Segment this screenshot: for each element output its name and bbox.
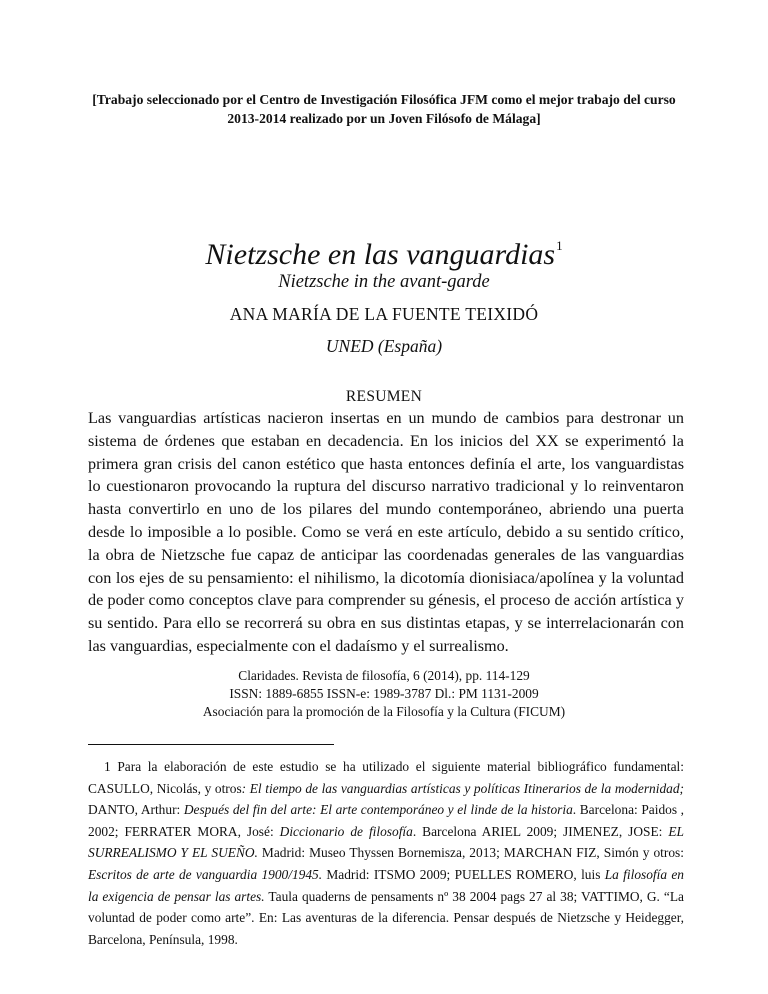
abstract-heading: RESUMEN <box>345 388 423 405</box>
footnote-segment-italic: : El tiempo de las vanguardias artísticas y políticas Itinerarios de la modernidad; <box>241 780 684 796</box>
footnote-number: 1 <box>104 759 111 774</box>
author-affiliation: UNED (España) <box>325 336 443 356</box>
footnote-segment: . Barcelona ARIEL 2009; JIMENEZ, JOSE: <box>412 823 669 839</box>
footnote-segment: Madrid: Museo Thyssen Bornemisza, 2013; MARCHAN FIZ, Simón y otros: <box>257 845 684 861</box>
footnote-segment-italic: Escritos de arte de vanguardia 1900/1945. <box>88 866 323 882</box>
article-subtitle: Nietzsche in the avant-garde <box>278 272 490 292</box>
footnote-segment-italic: Diccionario de filosofía <box>279 823 413 839</box>
citation-block <box>0 667 768 721</box>
footnote-segment-italic: EL SURREALISMO Y EL SUEÑO. <box>88 823 684 861</box>
footnote-segment: Taula quaderns de pensaments nº 38 2004 pags 27 al 38; VATTIMO, G. “La voluntad de poder como arte”. En: Las aventuras de la diferencia. Pensar después de Nietzsche y Heidegger, Barcelona, Península, 1998. <box>88 888 684 947</box>
citation-publisher: Asociación para la promoción de la Filosofía y la Cultura (FICUM) <box>202 704 566 719</box>
footnote-separator <box>88 744 334 745</box>
article-title <box>0 228 768 273</box>
footnote-segment: Madrid: ITSMO 2009; PUELLES ROMERO, luis <box>322 866 605 882</box>
article-title-text: Nietzsche en las vanguardias <box>205 238 556 271</box>
author-name: ANA MARÍA DE LA FUENTE TEIXIDÓ <box>229 304 539 324</box>
citation-issn: ISSN: 1889-6855 ISSN-e: 1989-3787 Dl.: PM 1131-2009 <box>229 686 539 701</box>
footnote-segment-italic: La filosofía en la exigencia de pensar las artes. <box>88 866 684 904</box>
footnote-segment-italic: Después del fin del arte: El arte contemporáneo y el linde de la historia <box>183 802 573 818</box>
footnote-segment: Para la elaboración de este estudio se ha utilizado el siguiente material bibliográfico fundamental: CASULLO, Nicolás, y otros <box>88 759 684 796</box>
footnote-segment: . Barcelona: Paidos , 2002; FERRATER MORA, José: <box>88 802 685 839</box>
citation-journal: Claridades. Revista de filosofía, 6 (2014), pp. 114-129 <box>238 668 530 683</box>
footnote <box>88 756 684 950</box>
selection-notice: [Trabajo seleccionado por el Centro de Investigación Filosófica JFM como el mejor trabajo del curso 2013-2014 realizado por un Joven Filósofo de Málaga] <box>92 92 676 126</box>
footnote-segment: DANTO, Arthur: <box>88 802 184 818</box>
abstract-text: Las vanguardias artísticas nacieron insertas en un mundo de cambios para destronar un sistema de órdenes que estaban en decadencia. En los inicios del XX se experimentó la primera gran crisis del canon estético que hasta entonces definía el arte, los vanguardistas lo cuestionaron provocando la ruptura del discurso narrativo tradicional y lo reinventaron hasta convertirlo en uno de los pilares del mundo contemporáneo, abriendo una puerta desde lo imposible a lo posible. Como se verá en este artículo, debido a su sentido crítico, la obra de Nietzsche fue capaz de anticipar las coordenadas generales de las vanguardias con los ejes de su pensamiento: el nihilismo, la dicotomía dionisiaca/apolínea y la voluntad de poder como conceptos clave para comprender su génesis, el proceso de acción artística y su sentido. Para ello se recorrerá su obra en sus distintas etapas, y se interrelacionarán con las vanguardias, especialmente con el dadaísmo y el surrealismo. <box>88 409 684 655</box>
title-footnote-marker[interactable]: 1 <box>556 238 563 253</box>
